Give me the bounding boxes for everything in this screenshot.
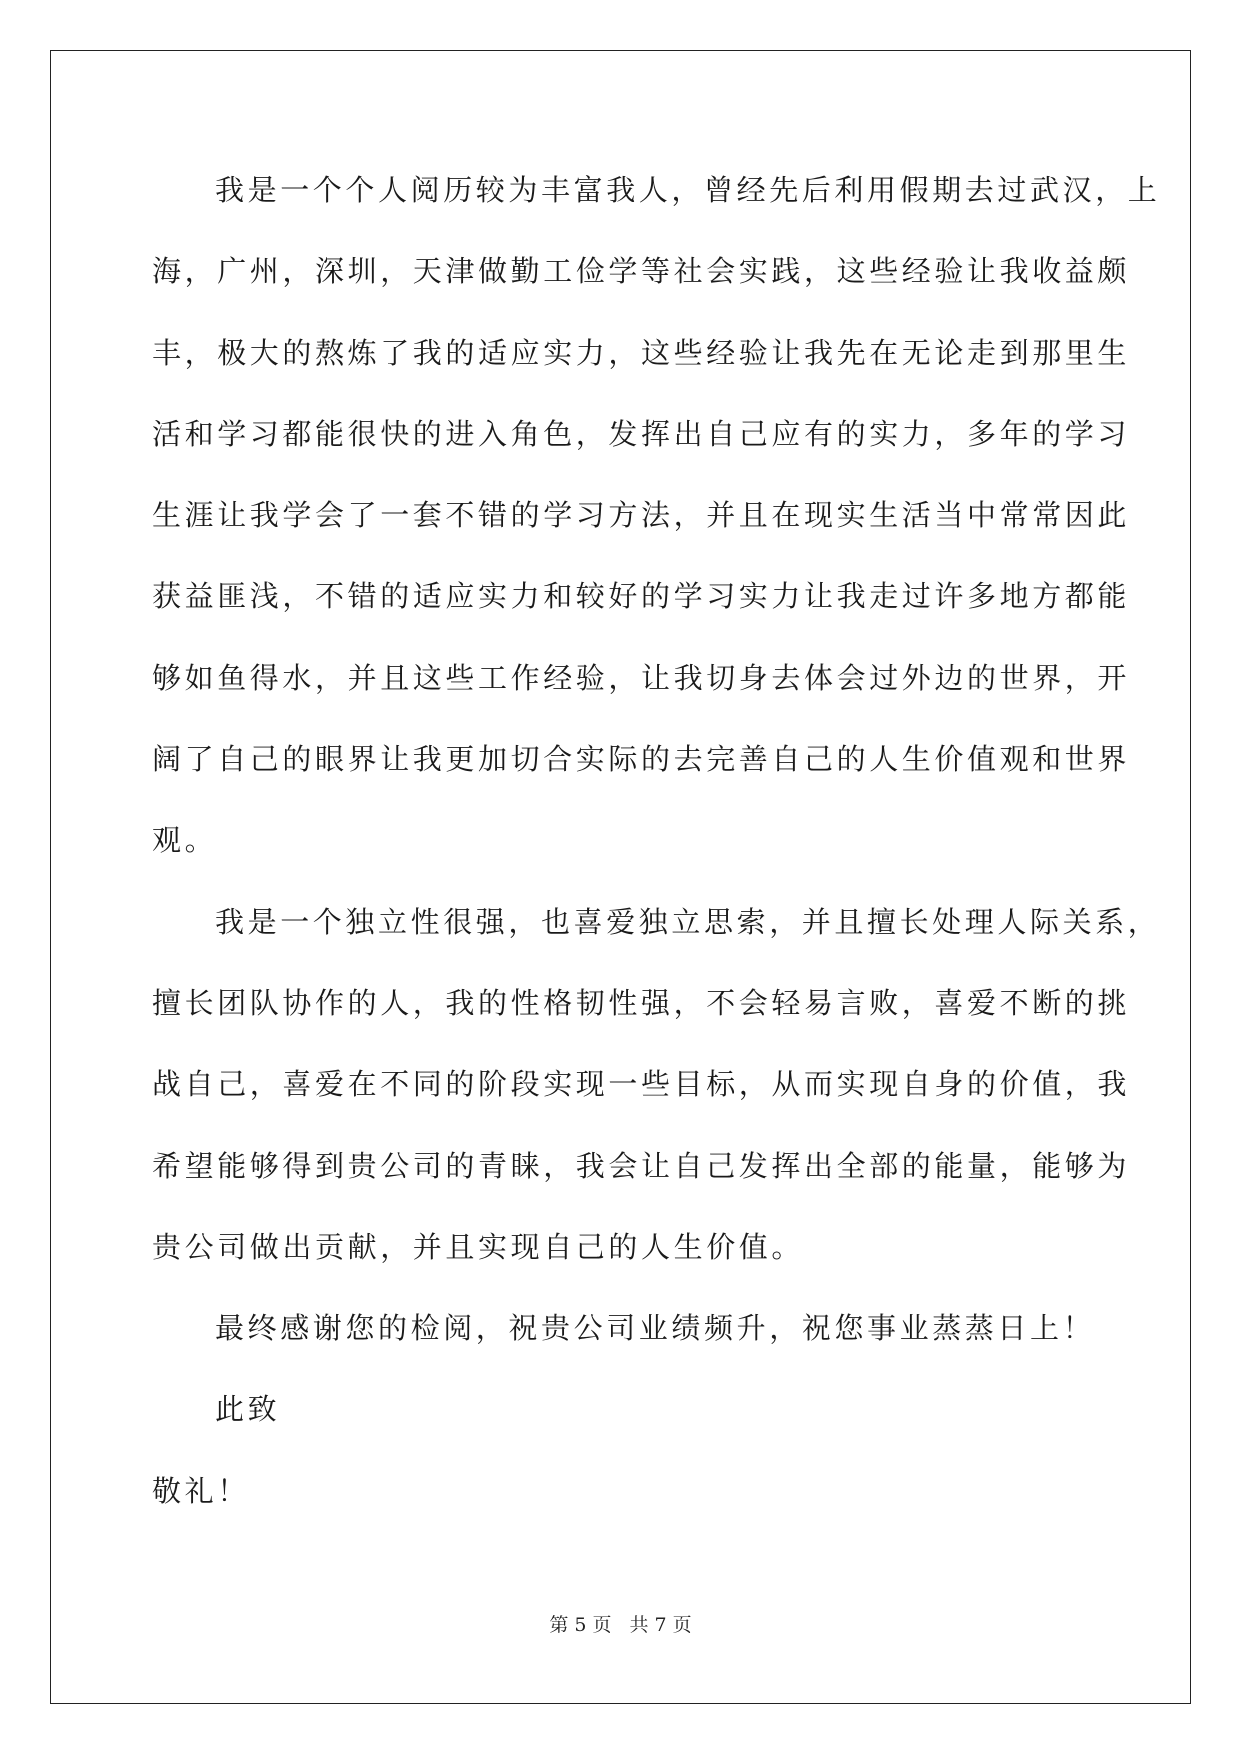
text-line: 我是一个独立性很强，也喜爱独立思索，并且擅长处理人际关系，: [215, 904, 1161, 939]
text-line: 擅长团队协作的人，我的性格韧性强，不会轻易言败，喜爱不断的挑: [152, 985, 1131, 1020]
page-total: 共 7 页: [629, 1614, 692, 1636]
text-line: 丰，极大的熬炼了我的适应实力，这些经验让我先在无论走到那里生: [152, 335, 1131, 370]
text-line: 战自己，喜爱在不同的阶段实现一些目标，从而实现自身的价值，我: [152, 1067, 1131, 1102]
document-body: [152, 160, 1161, 1542]
text-line: 活和学习都能很快的进入角色，发挥出自己应有的实力，多年的学习: [152, 416, 1131, 451]
text-line: 生涯让我学会了一套不错的学习方法，并且在现实生活当中常常因此: [152, 498, 1131, 533]
text-line: 希望能够得到贵公司的青睐，我会让自己发挥出全部的能量，能够为: [152, 1148, 1131, 1183]
text-line: 海，广州，深圳，天津做勤工俭学等社会实践，这些经验让我收益颇: [152, 254, 1131, 289]
text-line: 观。: [152, 823, 218, 858]
text-line: 阔了自己的眼界让我更加切合实际的去完善自己的人生价值观和世界: [152, 742, 1131, 777]
text-line: 贵公司做出贡献，并且实现自己的人生价值。: [152, 1229, 805, 1264]
text-line: 够如鱼得水，并且这些工作经验，让我切身去体会过外边的世界，开: [152, 660, 1131, 695]
page-number: 第 5 页: [549, 1614, 612, 1636]
text-line: 获益匪浅，不错的适应实力和较好的学习实力让我走过许多地方都能: [152, 579, 1131, 614]
text-line: 最终感谢您的检阅，祝贵公司业绩频升，祝您事业蒸蒸日上！: [215, 1311, 1096, 1346]
text-line: 此致: [215, 1392, 281, 1427]
page-footer: [0, 1610, 1241, 1637]
text-line: 敬礼！: [152, 1473, 250, 1508]
text-line: 我是一个个人阅历较为丰富我人，曾经先后利用假期去过武汉，上: [215, 173, 1161, 207]
